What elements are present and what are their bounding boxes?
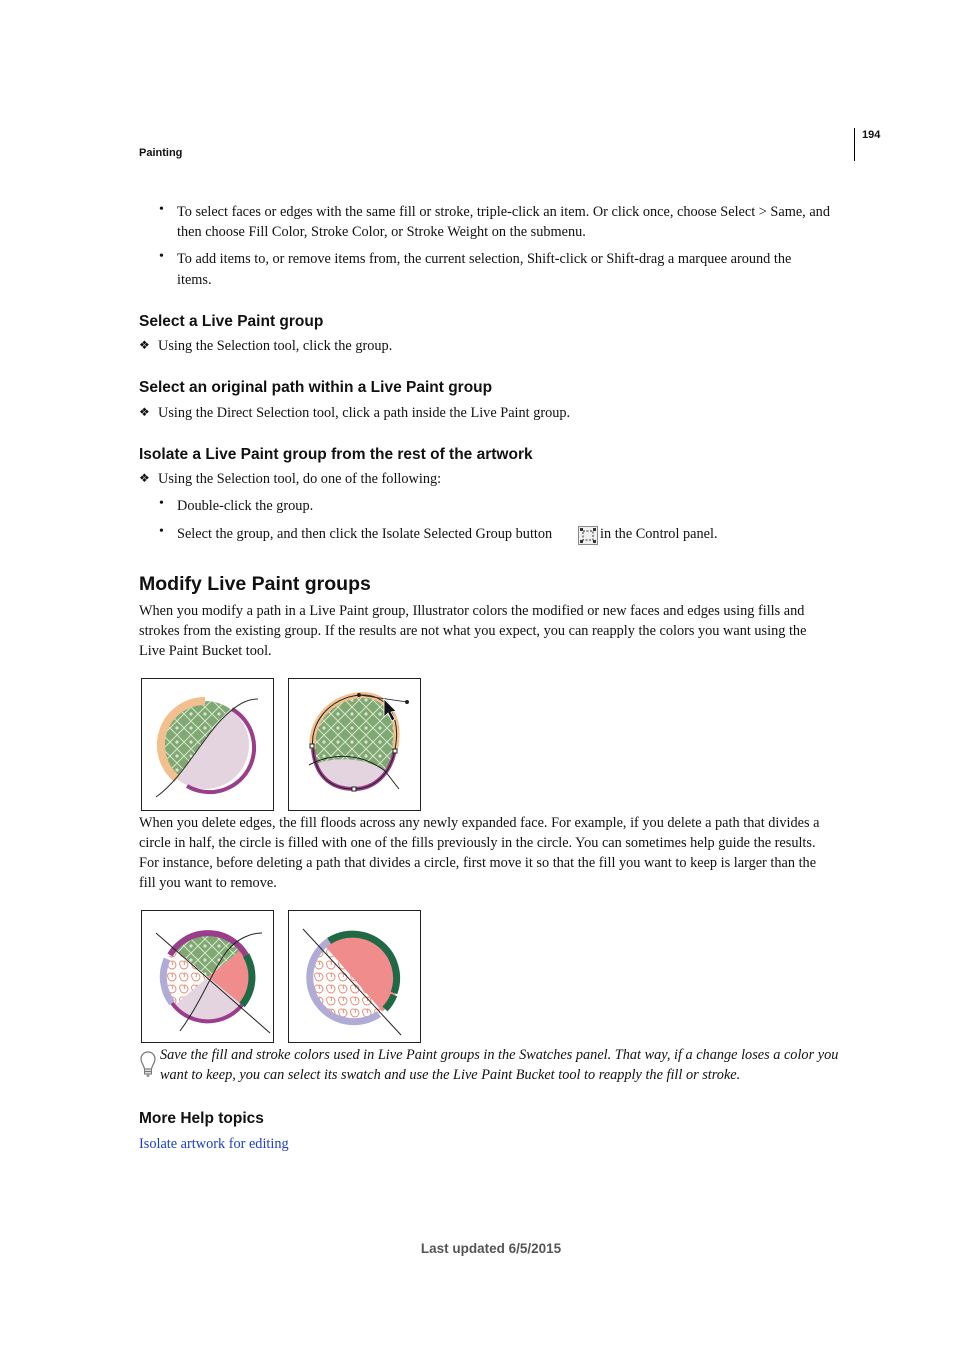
step-marker-icon: ❖	[139, 338, 150, 352]
tip-line: Save the fill and stroke colors used in Live Paint groups in the Swatches panel. That way, if a change loses a color you	[160, 1047, 839, 1063]
page-number: 194	[862, 129, 881, 141]
paragraph-line: When you delete edges, the fill floods across any newly expanded face. For example, if you delete a path that divides a	[139, 815, 820, 831]
bullet-marker: •	[159, 249, 164, 264]
bullet-line: Double-click the group.	[177, 498, 314, 514]
step-text: Using the Direct Selection tool, click a path inside the Live Paint group.	[158, 405, 571, 421]
paragraph-line: strokes from the existing group. If the results are not what you expect, you can reapply the colors you want using the	[139, 623, 807, 639]
tip-line: want to keep, you can select its swatch and use the Live Paint Bucket tool to reapply the fill or stroke.	[160, 1067, 741, 1083]
bullet-line-continued: in the Control panel.	[600, 526, 718, 542]
paragraph-line: Live Paint Bucket tool.	[139, 643, 272, 659]
figure-live-paint-after	[288, 678, 421, 811]
step-marker-icon: ❖	[139, 405, 150, 419]
lightbulb-icon	[139, 1050, 157, 1078]
step-text: Using the Selection tool, do one of the following:	[158, 471, 442, 487]
heading-modify-live-paint-groups: Modify Live Paint groups	[139, 573, 371, 595]
running-head: Painting	[139, 147, 183, 159]
bullet-marker: •	[159, 496, 164, 511]
bullet-line: items.	[177, 272, 212, 288]
bullet-line: then choose Fill Color, Stroke Color, or Stroke Weight on the submenu.	[177, 224, 586, 240]
bullet-line: To add items to, or remove items from, the current selection, Shift-click or Shift-drag a marquee around the	[177, 251, 792, 267]
isolate-selected-group-icon	[578, 526, 598, 545]
heading-isolate-live-paint-group: Isolate a Live Paint group from the rest of the artwork	[139, 446, 533, 463]
link-isolate-artwork[interactable]: Isolate artwork for editing	[139, 1136, 289, 1152]
heading-select-original-path: Select an original path within a Live Paint group	[139, 379, 493, 396]
paragraph-line: circle in half, the circle is filled with one of the fills previously in the circle. You can sometimes help guide the results.	[139, 835, 816, 851]
bullet-marker: •	[159, 202, 164, 217]
figure-live-paint-before	[141, 678, 274, 811]
step-text: Using the Selection tool, click the group.	[158, 338, 393, 354]
heading-select-live-paint-group: Select a Live Paint group	[139, 313, 324, 330]
heading-more-help-topics: More Help topics	[139, 1110, 264, 1127]
bullet-line: Select the group, and then click the Isolate Selected Group button	[177, 526, 553, 542]
paragraph-line: For instance, before deleting a path that divides a circle, first move it so that the fill you want to keep is larger than the	[139, 855, 817, 871]
paragraph-line: fill you want to remove.	[139, 875, 277, 891]
page-rule	[854, 128, 855, 161]
paragraph-line: When you modify a path in a Live Paint group, Illustrator colors the modified or new faces and edges using fills and	[139, 603, 805, 619]
figure-delete-edge-after	[288, 910, 421, 1043]
footer-last-updated: Last updated 6/5/2015	[420, 1241, 562, 1256]
bullet-line: To select faces or edges with the same fill or stroke, triple-click an item. Or click once, choose Select > Same, and	[177, 204, 830, 220]
figure-delete-edge-before	[141, 910, 274, 1043]
step-marker-icon: ❖	[139, 471, 150, 485]
bullet-marker: •	[159, 524, 164, 539]
